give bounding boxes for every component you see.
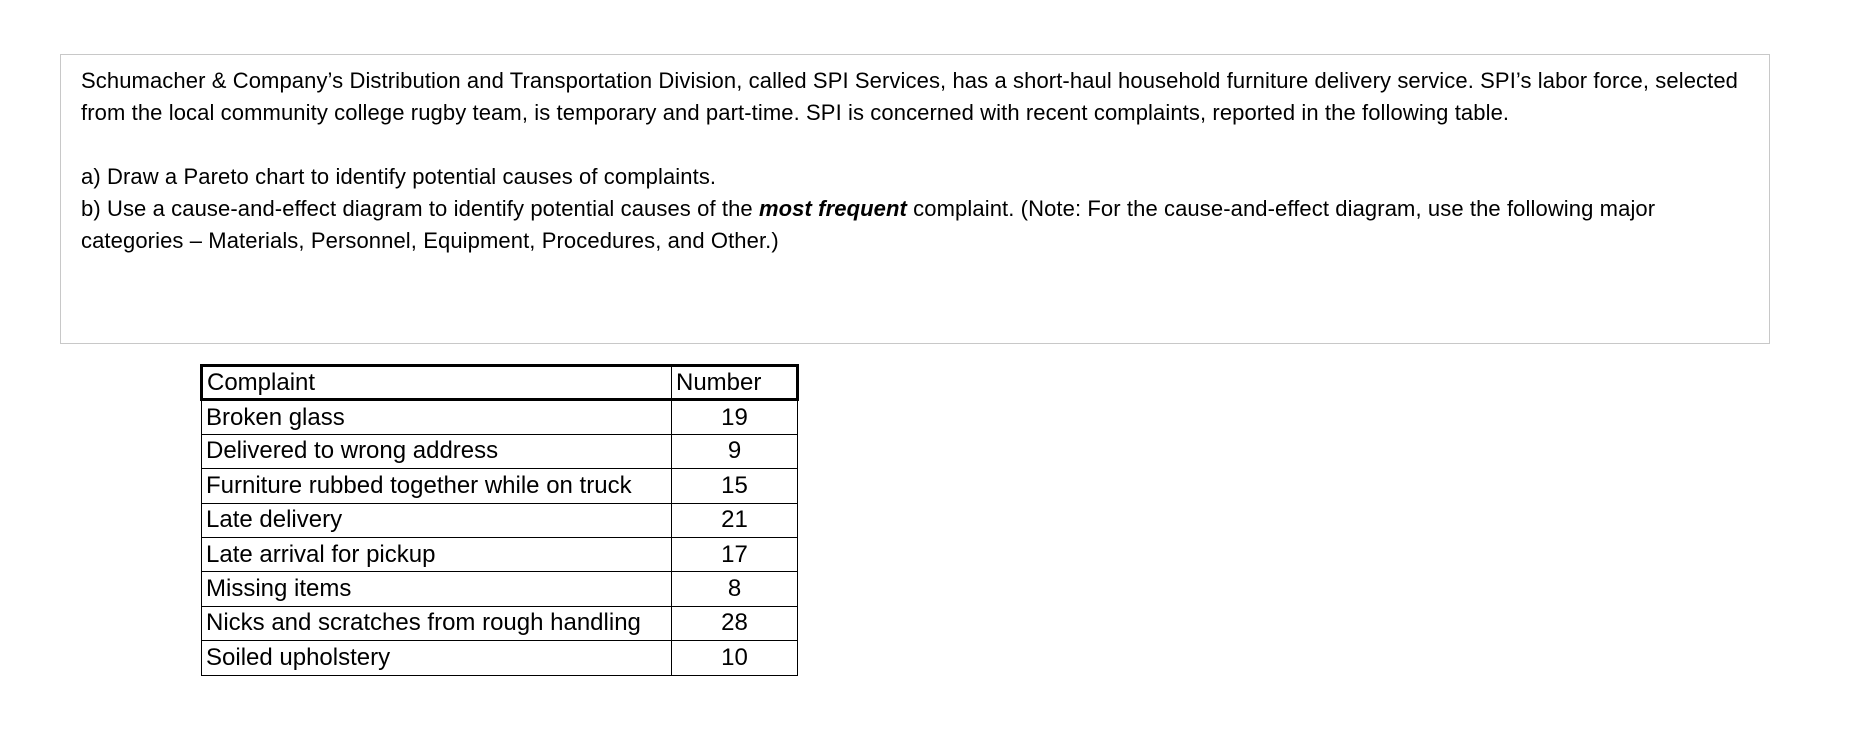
part-b-tail: complaint. (Note: For the cause-and-effect diagram, use the following major categories – Materials, Personnel, Equipment, Procedures, and Other.) — [81, 196, 1656, 253]
number-cell: 17 — [672, 537, 798, 571]
number-cell: 28 — [672, 606, 798, 640]
number-cell: 21 — [672, 503, 798, 537]
complaint-cell: Delivered to wrong address — [202, 434, 672, 468]
complaint-cell: Late arrival for pickup — [202, 537, 672, 571]
table-row — [202, 503, 798, 537]
table-row — [202, 434, 798, 468]
complaint-cell: Soiled upholstery — [202, 641, 672, 675]
complaint-cell: Missing items — [202, 572, 672, 606]
complaint-cell: Broken glass — [202, 400, 672, 434]
table-row — [202, 537, 798, 571]
table-row — [202, 641, 798, 675]
complaint-cell: Furniture rubbed together while on truck — [202, 469, 672, 503]
table-header-row — [202, 366, 798, 400]
table-row — [202, 572, 798, 606]
number-cell: 19 — [672, 400, 798, 434]
number-cell: 10 — [672, 641, 798, 675]
part-b-text — [81, 193, 1749, 257]
complaint-cell: Nicks and scratches from rough handling — [202, 606, 672, 640]
part-b-lead: b) Use a cause-and-effect diagram to identify potential causes of the — [81, 196, 759, 221]
complaint-cell: Late delivery — [202, 503, 672, 537]
number-cell: 15 — [672, 469, 798, 503]
table-row — [202, 400, 798, 434]
problem-paragraph: Schumacher & Company’s Distribution and Transportation Division, called SPI Services, has a short-haul household furniture delivery service. SPI’s labor force, selected from the local community college rugby team, is temporary and part-time. SPI is concerned with recent complaints, reported in the following table. — [81, 68, 1739, 125]
table-row — [202, 606, 798, 640]
complaints-table — [200, 364, 799, 676]
table-row — [202, 469, 798, 503]
problem-statement-box — [60, 54, 1770, 344]
part-b-emphasis: most frequent — [758, 196, 907, 221]
header-complaint: Complaint — [202, 366, 672, 400]
paragraph-gap — [81, 129, 1749, 161]
number-cell: 8 — [672, 572, 798, 606]
header-number: Number — [672, 366, 798, 400]
number-cell: 9 — [672, 434, 798, 468]
part-a-text: a) Draw a Pareto chart to identify potential causes of complaints. — [81, 164, 717, 189]
